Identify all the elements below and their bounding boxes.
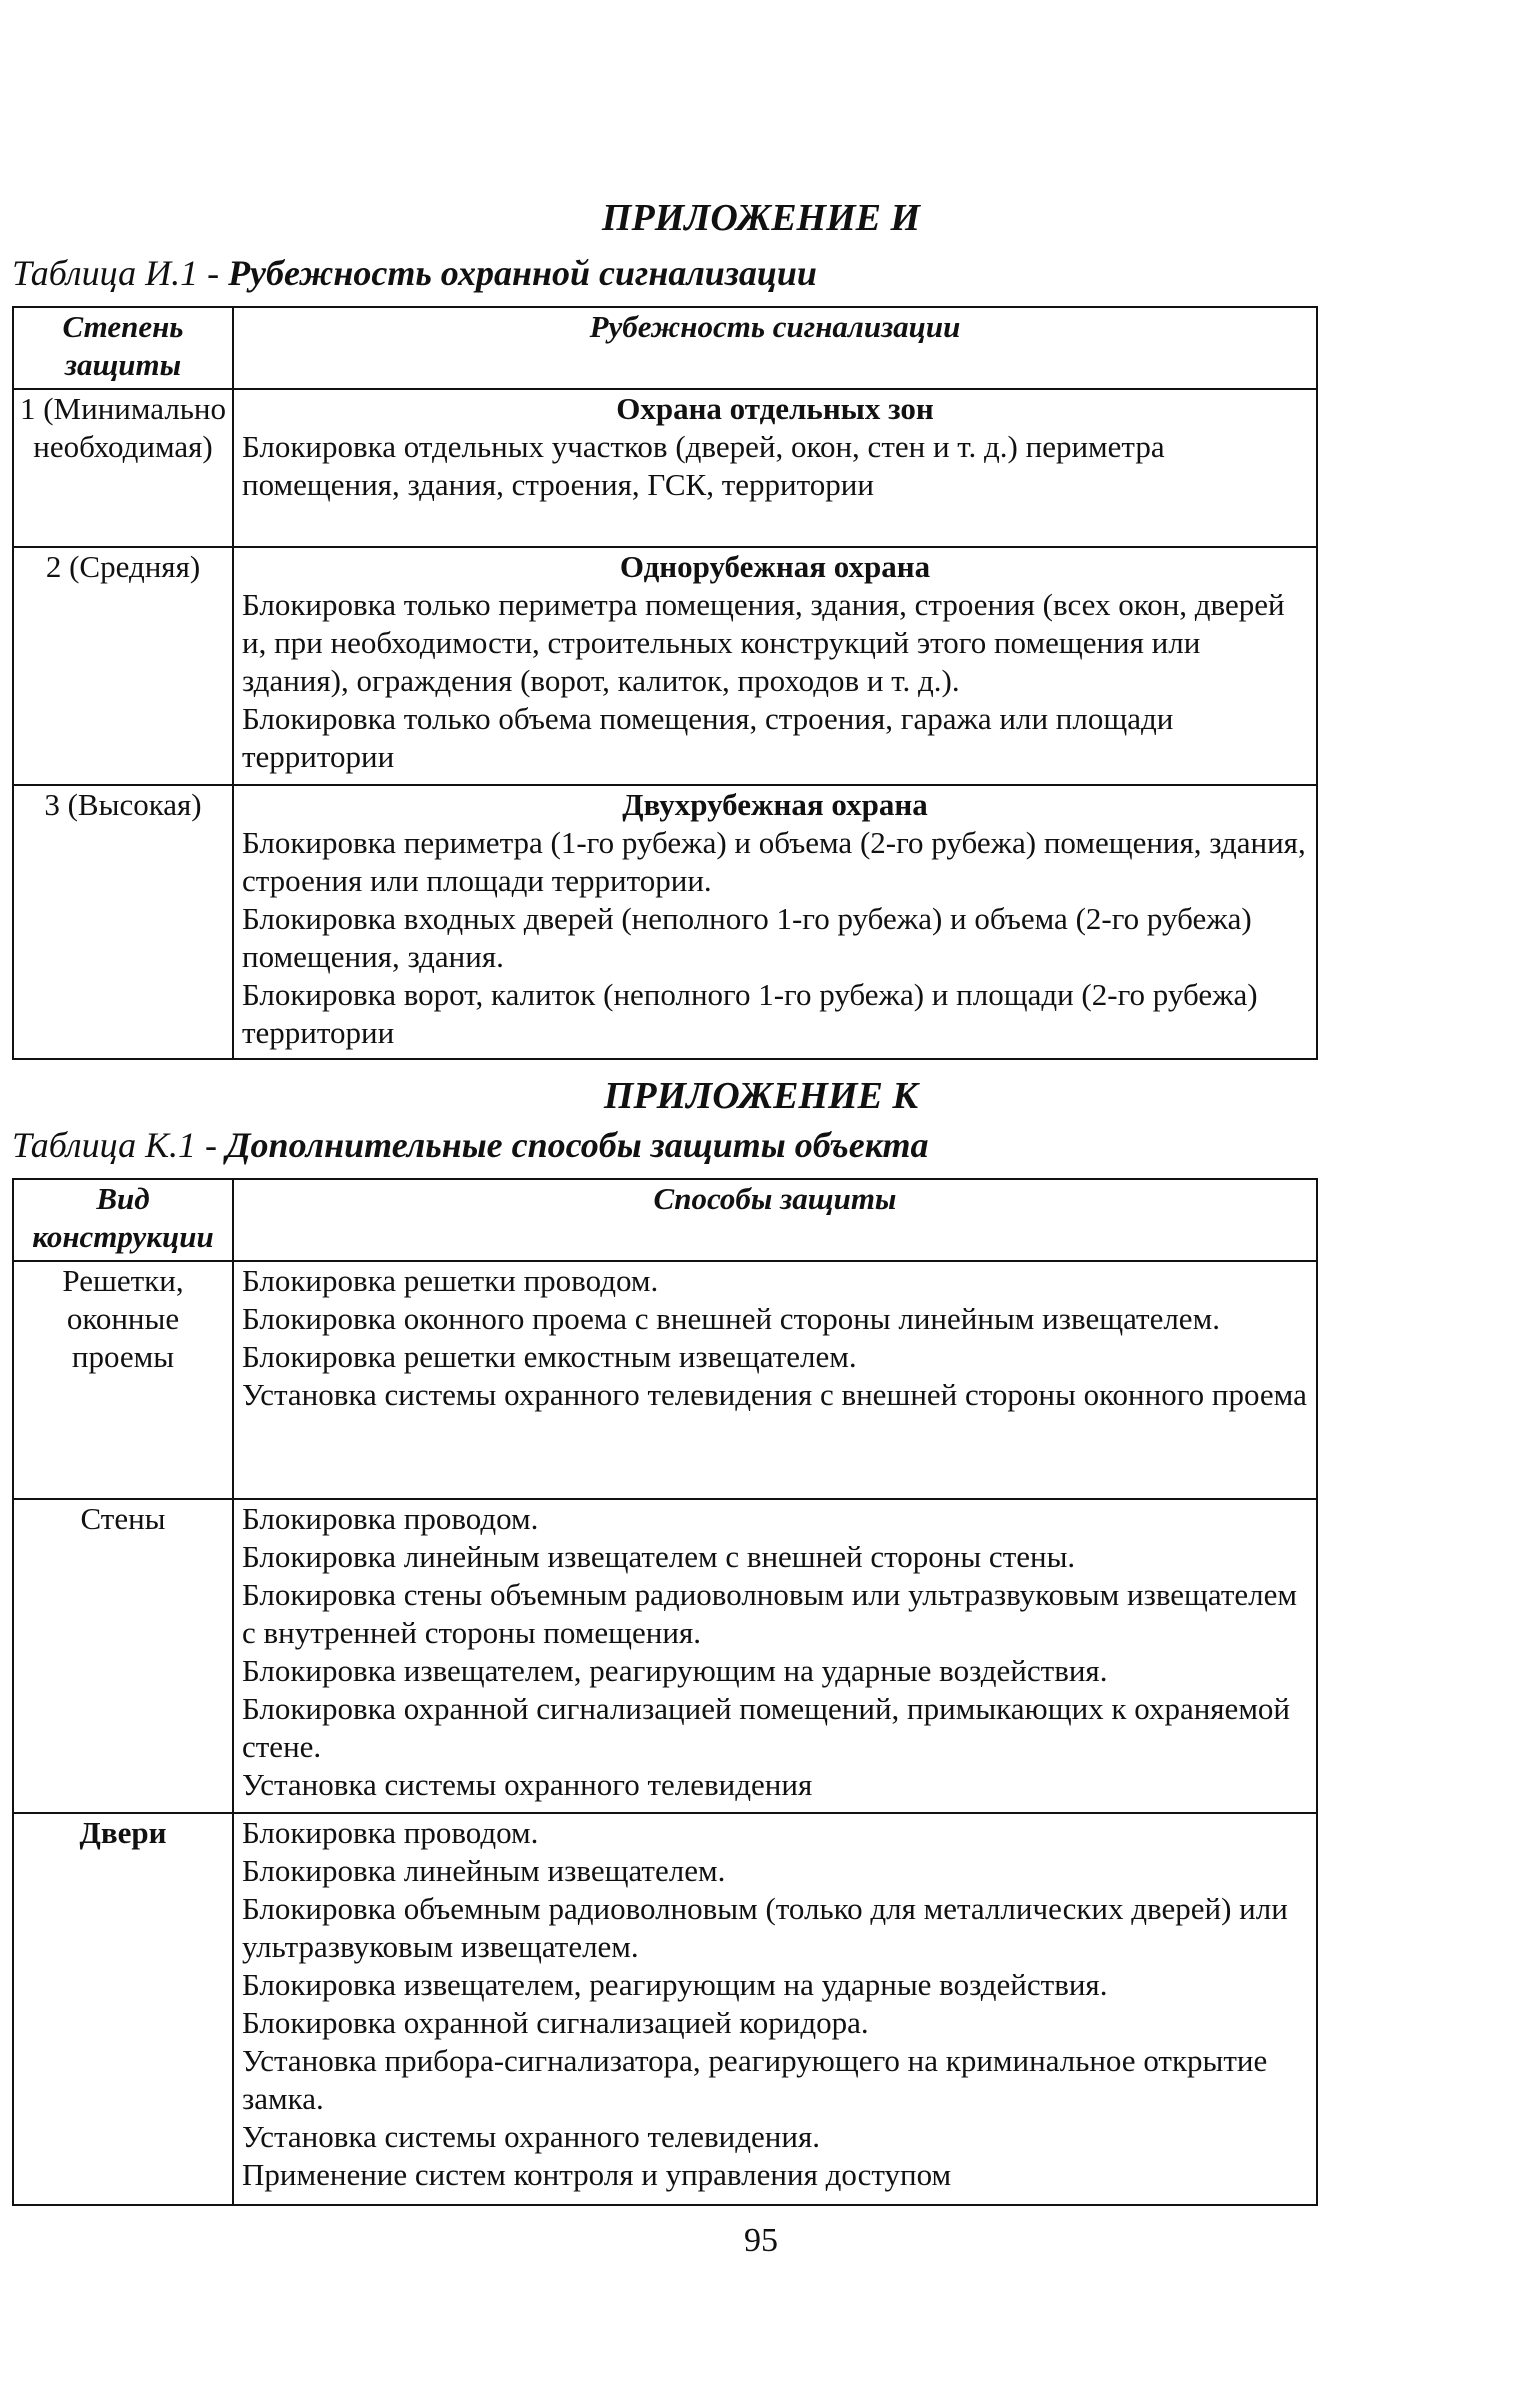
method-line: Блокировка стены объемным радиоволновым или ультразвуковым извещателем с внутренней стороны помещения. [242, 1577, 1298, 1650]
table-i1 [12, 306, 1318, 1060]
protection-level-cell: 1 (Минимально необходимая) [13, 389, 233, 547]
table-i1-caption-number: Таблица И.1 - [12, 253, 229, 293]
page-number: 95 [744, 2222, 778, 2259]
table-row [13, 785, 1317, 1059]
header-protection-level: Степень защиты [13, 307, 233, 389]
method-line: Блокировка только периметра помещения, здания, строения (всех окон, дверей и, при необходимости, строительных конструкций этого помещения или здания), ограждения (ворот, калиток, проходов и т. д.). [242, 587, 1285, 698]
method-line: Блокировка проводом. [242, 1815, 539, 1850]
table-row [13, 547, 1317, 785]
signaling-cell [233, 785, 1317, 1059]
header-signaling-mode: Рубежность сигнализации [233, 307, 1317, 389]
method-line: Блокировка извещателем, реагирующим на ударные воздействия. [242, 1967, 1108, 2002]
table-row [13, 1813, 1317, 2205]
method-line: Установка системы охранного телевидения. [242, 2119, 820, 2154]
method-line: Блокировка входных дверей (неполного 1-го рубежа) и объема (2-го рубежа) помещения, здания. [242, 901, 1252, 974]
method-line: Блокировка оконного проема с внешней стороны линейным извещателем. [242, 1301, 1220, 1336]
method-line: Блокировка решетки проводом. [242, 1263, 659, 1298]
mode-title: Двухрубежная охрана [622, 787, 928, 822]
table-row [13, 1499, 1317, 1813]
mode-title: Однорубежная охрана [619, 549, 931, 584]
methods-cell [233, 1813, 1317, 2205]
table-row [13, 389, 1317, 547]
appendix-k-title: ПРИЛОЖЕНИЕ К [603, 1075, 919, 1117]
mode-title: Охрана отдельных зон [616, 391, 934, 426]
table-i1-caption-title: Рубежность охранной сигнализации [228, 253, 817, 293]
table-k1-caption-title: Дополнительные способы защиты объекта [225, 1125, 929, 1165]
method-line: Блокировка охранной сигнализацией коридора. [242, 2005, 869, 2040]
method-line: Блокировка только объема помещения, строения, гаража или площади территории [242, 701, 1174, 774]
protection-level-cell: 3 (Высокая) [13, 785, 233, 1059]
method-line: Блокировка ворот, калиток (неполного 1-го рубежа) и площади (2-го рубежа) территории [242, 977, 1258, 1050]
method-line: Установка прибора-сигнализатора, реагирующего на криминальное открытие замка. [242, 2043, 1268, 2116]
table-k1-caption-number: Таблица К.1 - [12, 1125, 226, 1165]
method-line: Блокировка охранной сигнализацией помещений, примыкающих к охраняемой стене. [242, 1691, 1291, 1764]
method-line: Блокировка линейным извещателем с внешней стороны стены. [242, 1539, 1076, 1574]
method-line: Блокировка извещателем, реагирующим на ударные воздействия. [242, 1653, 1108, 1688]
method-line: Блокировка решетки емкостным извещателем. [242, 1339, 857, 1374]
header-construction-type: Вид конструкции [13, 1179, 233, 1261]
method-line: Блокировка отдельных участков (дверей, окон, стен и т. д.) периметра помещения, здания, строения, ГСК, территории [242, 429, 1165, 502]
method-line: Блокировка линейным извещателем. [242, 1853, 726, 1888]
methods-cell [233, 1261, 1317, 1499]
appendix-i-title: ПРИЛОЖЕНИЕ И [601, 197, 921, 239]
table-k1-caption [12, 1124, 929, 1166]
table-header-row [13, 1179, 1317, 1261]
method-line: Установка системы охранного телевидения с внешней стороны оконного проема [242, 1377, 1307, 1412]
protection-level-cell: 2 (Средняя) [13, 547, 233, 785]
header-protection-methods: Способы защиты [233, 1179, 1317, 1261]
method-line: Блокировка объемным радиоволновым (только для металлических дверей) или ультразвуковым извещателем. [242, 1891, 1288, 1964]
table-k1 [12, 1178, 1318, 2206]
table-row [13, 1261, 1317, 1499]
construction-type-cell: Стены [13, 1499, 233, 1813]
construction-type-cell: Решетки, оконные проемы [13, 1261, 233, 1499]
signaling-cell [233, 547, 1317, 785]
method-line: Блокировка проводом. [242, 1501, 539, 1536]
method-line: Применение систем контроля и управления доступом [242, 2157, 952, 2192]
method-line: Блокировка периметра (1-го рубежа) и объема (2-го рубежа) помещения, здания, строения или площади территории. [242, 825, 1306, 898]
methods-cell [233, 1499, 1317, 1813]
table-header-row [13, 307, 1317, 389]
signaling-cell [233, 389, 1317, 547]
table-i1-caption [12, 252, 817, 294]
method-line: Установка системы охранного телевидения [242, 1767, 813, 1802]
construction-type-cell: Двери [13, 1813, 233, 2205]
